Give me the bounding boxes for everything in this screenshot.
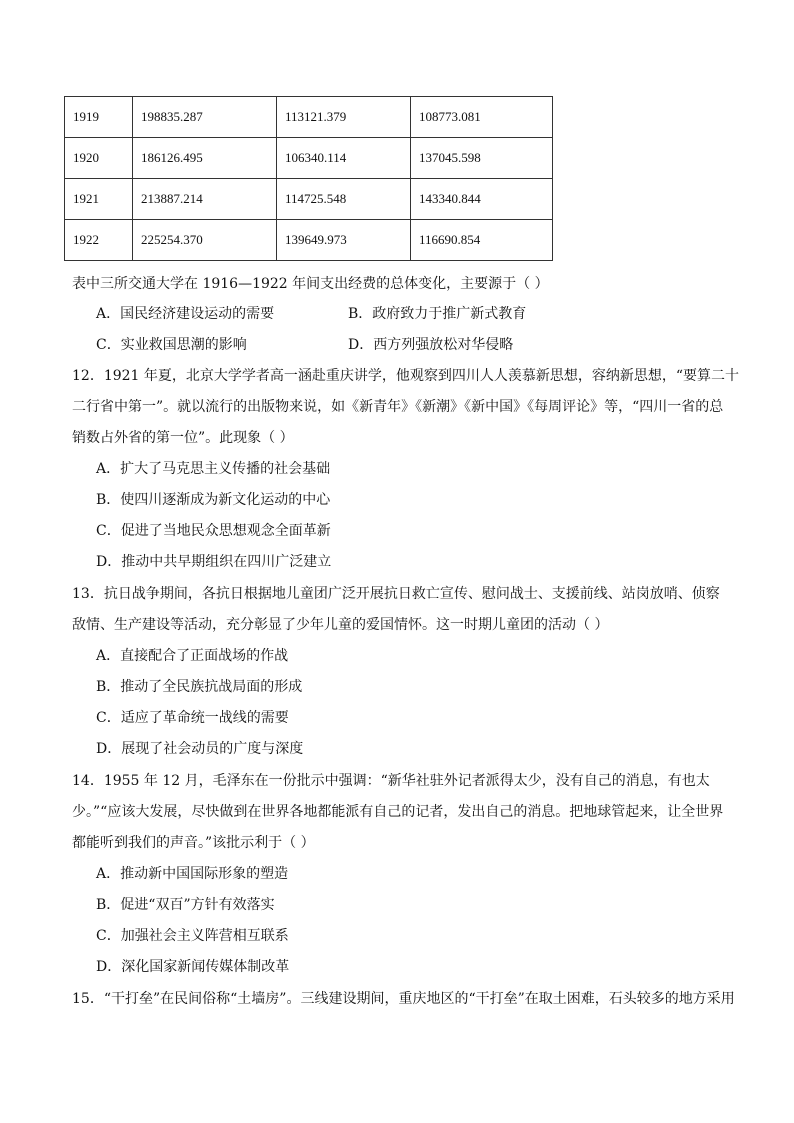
q12-option-a[interactable]: A．扩大了马克思主义传播的社会基础 xyxy=(96,461,331,477)
table-cell-value: 116690.854 xyxy=(411,220,553,261)
table-cell-year: 1921 xyxy=(65,179,133,220)
table-row xyxy=(65,220,553,261)
table-cell-value: 139649.973 xyxy=(277,220,411,261)
q12-stem-line3: 销数占外省的第一位”。此现象（ ） xyxy=(72,430,294,446)
q13-option-b[interactable]: B．推动了全民族抗战局面的形成 xyxy=(96,679,303,695)
q13-option-a[interactable]: A．直接配合了正面战场的作战 xyxy=(96,648,289,664)
q13-stem-line2: 敌情、生产建设等活动，充分彰显了少年儿童的爱国情怀。这一时期儿童团的活动（ ） xyxy=(72,617,609,633)
q13-option-c[interactable]: C．适应了革命统一战线的需要 xyxy=(96,710,289,726)
q11-option-c[interactable]: C．实业救国思潮的影响 xyxy=(96,337,247,353)
q14-stem-line2: 少。”“应该大发展，尽快做到在世界各地都能派有自己的记者，发出自己的消息。把地球管起来，让全世界 xyxy=(72,804,724,820)
q11-option-b[interactable]: B．政府致力于推广新式教育 xyxy=(348,306,527,322)
table-cell-year: 1920 xyxy=(65,138,133,179)
q11-option-a[interactable]: A．国民经济建设运动的需要 xyxy=(96,306,275,322)
table-cell-value: 143340.844 xyxy=(411,179,553,220)
q13-stem-line1: 13．抗日战争期间，各抗日根据地儿童团广泛开展抗日救亡宣传、慰问战士、支援前线、站岗放哨、侦察 xyxy=(72,586,720,602)
expenditure-table xyxy=(64,96,553,261)
q12-option-d[interactable]: D．推动中共早期组织在四川广泛建立 xyxy=(96,554,332,570)
q12-stem-line1: 12．1921 年夏，北京大学学者高一涵赴重庆讲学，他观察到四川人人羡慕新思想，容纳新思想，“要算二十 xyxy=(72,368,740,384)
table-cell-value: 225254.370 xyxy=(133,220,277,261)
expenditure-table-wrap xyxy=(64,96,553,261)
table-cell-value: 186126.495 xyxy=(133,138,277,179)
table-cell-value: 198835.287 xyxy=(133,97,277,138)
q12-option-b[interactable]: B．使四川逐渐成为新文化运动的中心 xyxy=(96,492,331,508)
table-cell-value: 137045.598 xyxy=(411,138,553,179)
q12-option-c[interactable]: C．促进了当地民众思想观念全面革新 xyxy=(96,523,331,539)
expenditure-table-body xyxy=(65,97,553,261)
q12-stem-line2: 二行省中第一”。就以流行的出版物来说，如《新青年》《新潮》《新中国》《每周评论》等，“四川一省的总 xyxy=(72,399,724,415)
table-row xyxy=(65,97,553,138)
table-cell-value: 114725.548 xyxy=(277,179,411,220)
table-cell-year: 1922 xyxy=(65,220,133,261)
q13-option-d[interactable]: D．展现了社会动员的广度与深度 xyxy=(96,741,304,757)
table-cell-value: 213887.214 xyxy=(133,179,277,220)
table-cell-value: 108773.081 xyxy=(411,97,553,138)
table-row xyxy=(65,179,553,220)
q14-stem-line3: 都能听到我们的声音。”该批示利于（ ） xyxy=(72,835,315,851)
q14-option-c[interactable]: C．加强社会主义阵营相互联系 xyxy=(96,928,289,944)
q11-option-d[interactable]: D．西方列强放松对华侵略 xyxy=(348,337,514,353)
q14-option-a[interactable]: A．推动新中国国际形象的塑造 xyxy=(96,866,289,882)
table-cell-year: 1919 xyxy=(65,97,133,138)
q11-stem: 表中三所交通大学在 1916—1922 年间支出经费的总体变化，主要源于（ ） xyxy=(72,276,549,292)
q14-option-d[interactable]: D．深化国家新闻传媒体制改革 xyxy=(96,959,290,975)
q14-stem-line1: 14．1955 年 12 月，毛泽东在一份批示中强调：“新华社驻外记者派得太少，没有自己的消息，有也太 xyxy=(72,773,710,789)
q15-stem-line1: 15．“干打垒”在民间俗称“土墙房”。三线建设期间，重庆地区的“干打垒”在取土困难，石头较多的地方采用 xyxy=(72,991,735,1007)
q14-option-b[interactable]: B．促进“双百”方针有效落实 xyxy=(96,897,275,913)
table-row xyxy=(65,138,553,179)
table-cell-value: 106340.114 xyxy=(277,138,411,179)
table-cell-value: 113121.379 xyxy=(277,97,411,138)
